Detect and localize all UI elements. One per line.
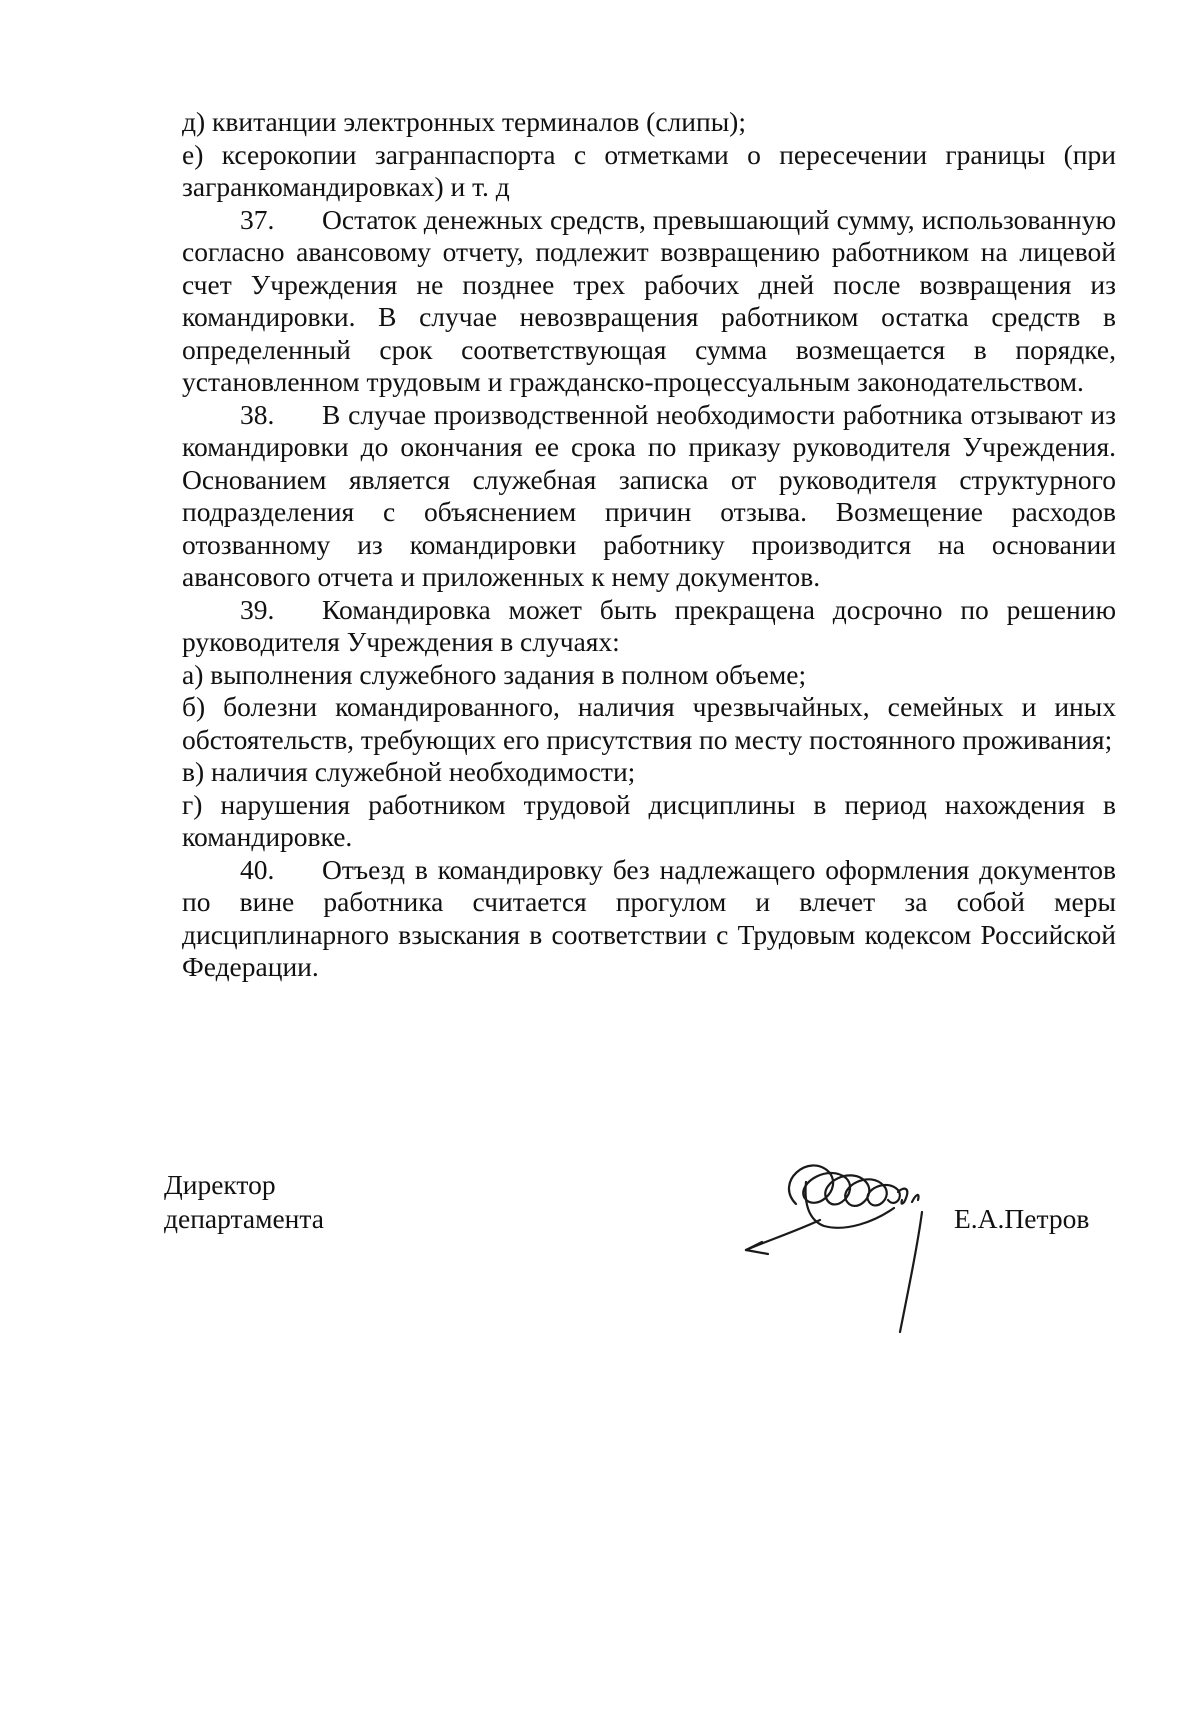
paragraph-item-v: в) наличия служебной необходимости;: [182, 756, 636, 787]
paragraph-text: В случае производственной необходимости работника отзывают из командировки до окончания ее срока по приказу руководителя Учреждения. Основанием является служебная записка от руководителя структурного подразделения с объяснением причин отзыва. Возмещение расходов отозванному из командировки работнику производится на основании авансового отчета и приложенных к нему документов.: [182, 398, 1116, 592]
paragraph-item-a: а) выполнения служебного задания в полном объеме;: [182, 658, 807, 690]
paragraph-item-b: б) болезни командированного, наличия чрезвычайных, семейных и иных обстоятельств, требующих его присутствия по месту постоянного проживания;: [182, 691, 1116, 755]
paragraph-text: Остаток денежных средств, превышающий сумму, использованную согласно авансовому отчету, подлежит возвращению работником на лицевой счет Учреждения не позднее трех рабочих дней после возвращения из командировки. В случае невозвращения работником остатка средств в определенный срок соответствующая сумма возмещается в порядке, установленном трудовым и гражданско-процессуальным законодательством.: [182, 203, 1116, 397]
paragraph-number: 39.: [240, 593, 275, 625]
document-body: [182, 106, 1116, 984]
paragraph-39: [182, 594, 1116, 659]
paragraph-38: [182, 399, 1116, 594]
signatory-name: Е.А.Петров: [954, 1203, 1090, 1234]
paragraph-number: 40.: [240, 853, 275, 885]
paragraph-number: 37.: [240, 203, 275, 235]
paragraph-number: 38.: [240, 398, 275, 430]
paragraph-item-d: д) квитанции электронных терминалов (слипы);: [182, 106, 746, 137]
signatory-title-line2: департамента: [164, 1203, 324, 1234]
paragraph-item-e: е) ксерокопии загранпаспорта с отметками о пересечении границы (при загранкомандировках) и т. д: [182, 138, 1116, 202]
paragraph-text: Отъезд в командировку без надлежащего оформления документов по вине работника считается прогулом и влечет за собой меры дисциплинарного взыскания в соответствии с Трудовым кодексом Российской Федерации.: [182, 853, 1116, 982]
paragraph-37: [182, 204, 1116, 399]
signatory-title: [164, 1168, 324, 1236]
signatory-title-line1: Директор: [164, 1169, 276, 1200]
paragraph-item-g: г) нарушения работником трудовой дисциплины в период нахождения в командировке.: [182, 788, 1116, 852]
handwritten-signature-icon: [734, 1142, 964, 1342]
paragraph-40: [182, 854, 1116, 984]
paragraph-text: Командировка может быть прекращена досрочно по решению руководителя Учреждения в случаях:: [182, 593, 1116, 657]
signature-block: [164, 1168, 1104, 1368]
